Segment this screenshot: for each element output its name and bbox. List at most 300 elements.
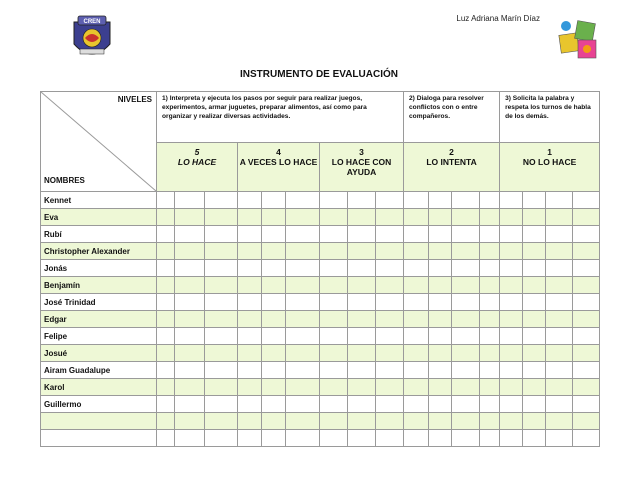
evaluation-cell[interactable]: [286, 260, 320, 277]
evaluation-cell[interactable]: [546, 328, 573, 345]
evaluation-table: [40, 91, 600, 447]
evaluation-cell[interactable]: [348, 311, 376, 328]
evaluation-cell[interactable]: [238, 430, 262, 447]
evaluation-cell[interactable]: [238, 243, 262, 260]
evaluation-cell[interactable]: [404, 277, 429, 294]
evaluation-cell[interactable]: [262, 396, 286, 413]
student-name: Felipe: [41, 328, 157, 345]
evaluation-cell[interactable]: [376, 362, 404, 379]
evaluation-cell[interactable]: [320, 192, 348, 209]
evaluation-cell[interactable]: [238, 362, 262, 379]
evaluation-cell[interactable]: [175, 226, 205, 243]
evaluation-cell[interactable]: [205, 294, 238, 311]
evaluation-cell[interactable]: [573, 243, 600, 260]
evaluation-cell[interactable]: [376, 243, 404, 260]
evaluation-cell[interactable]: [376, 413, 404, 430]
evaluation-cell[interactable]: [546, 311, 573, 328]
evaluation-cell[interactable]: [286, 430, 320, 447]
evaluation-cell[interactable]: [320, 379, 348, 396]
evaluation-cell[interactable]: [320, 430, 348, 447]
evaluation-cell[interactable]: [480, 209, 500, 226]
evaluation-cell[interactable]: [348, 379, 376, 396]
evaluation-cell[interactable]: [262, 430, 286, 447]
evaluation-cell[interactable]: [157, 226, 175, 243]
evaluation-cell[interactable]: [480, 413, 500, 430]
student-name: [41, 413, 157, 430]
evaluation-cell[interactable]: [523, 294, 546, 311]
evaluation-cell[interactable]: [480, 345, 500, 362]
evaluation-cell[interactable]: [348, 413, 376, 430]
evaluation-cell[interactable]: [480, 226, 500, 243]
evaluation-cell[interactable]: [175, 345, 205, 362]
evaluation-cell[interactable]: [546, 379, 573, 396]
evaluation-cell[interactable]: [157, 396, 175, 413]
table-row: [41, 345, 600, 362]
evaluation-cell[interactable]: [286, 226, 320, 243]
table-row: [41, 311, 600, 328]
evaluation-cell[interactable]: [523, 430, 546, 447]
evaluation-cell[interactable]: [157, 192, 175, 209]
evaluation-cell[interactable]: [320, 243, 348, 260]
evaluation-cell[interactable]: [376, 277, 404, 294]
evaluation-cell[interactable]: [452, 209, 480, 226]
evaluation-cell[interactable]: [500, 328, 523, 345]
evaluation-cell[interactable]: [523, 413, 546, 430]
evaluation-cell[interactable]: [205, 396, 238, 413]
evaluation-cell[interactable]: [175, 413, 205, 430]
evaluation-cell[interactable]: [175, 243, 205, 260]
scale-1-label: NO LO HACE: [522, 157, 577, 168]
student-name: Rubí: [41, 226, 157, 243]
evaluation-cell[interactable]: [157, 277, 175, 294]
evaluation-cell[interactable]: [205, 226, 238, 243]
evaluation-cell[interactable]: [500, 209, 523, 226]
evaluation-cell[interactable]: [404, 413, 429, 430]
evaluation-cell[interactable]: [500, 226, 523, 243]
evaluation-cell[interactable]: [205, 430, 238, 447]
evaluation-cell[interactable]: [205, 243, 238, 260]
evaluation-cell[interactable]: [286, 413, 320, 430]
evaluation-cell[interactable]: [404, 294, 429, 311]
author-name: Luz Adriana Marín Díaz: [456, 14, 540, 23]
evaluation-cell[interactable]: [404, 328, 429, 345]
evaluation-cell[interactable]: [404, 226, 429, 243]
evaluation-cell[interactable]: [500, 345, 523, 362]
evaluation-cell[interactable]: [262, 379, 286, 396]
evaluation-cell[interactable]: [175, 362, 205, 379]
evaluation-cell[interactable]: [480, 328, 500, 345]
evaluation-cell[interactable]: [429, 311, 452, 328]
evaluation-cell[interactable]: [404, 362, 429, 379]
evaluation-cell[interactable]: [286, 379, 320, 396]
evaluation-cell[interactable]: [523, 396, 546, 413]
niveles-nombres-cell: [41, 92, 157, 192]
evaluation-cell[interactable]: [157, 379, 175, 396]
evaluation-cell[interactable]: [573, 413, 600, 430]
evaluation-cell[interactable]: [480, 277, 500, 294]
evaluation-cell[interactable]: [404, 345, 429, 362]
evaluation-cell[interactable]: [262, 328, 286, 345]
evaluation-cell[interactable]: [429, 328, 452, 345]
evaluation-cell[interactable]: [175, 260, 205, 277]
evaluation-cell[interactable]: [523, 362, 546, 379]
evaluation-cell[interactable]: [429, 260, 452, 277]
evaluation-cell[interactable]: [523, 260, 546, 277]
evaluation-cell[interactable]: [500, 413, 523, 430]
scale-3-label: LO HACE CON AYUDA: [331, 157, 392, 178]
evaluation-cell[interactable]: [175, 396, 205, 413]
table-row: [41, 192, 600, 209]
evaluation-cell[interactable]: [480, 260, 500, 277]
student-name: Karol: [41, 379, 157, 396]
evaluation-cell[interactable]: [546, 294, 573, 311]
evaluation-cell[interactable]: [262, 345, 286, 362]
evaluation-cell[interactable]: [238, 379, 262, 396]
scale-4: [238, 143, 320, 192]
criteria-header-row: [41, 92, 600, 143]
evaluation-cell[interactable]: [238, 294, 262, 311]
evaluation-cell[interactable]: [523, 209, 546, 226]
evaluation-cell[interactable]: [500, 277, 523, 294]
evaluation-cell[interactable]: [376, 192, 404, 209]
evaluation-cell[interactable]: [500, 260, 523, 277]
evaluation-cell[interactable]: [238, 345, 262, 362]
evaluation-cell[interactable]: [205, 345, 238, 362]
evaluation-cell[interactable]: [262, 260, 286, 277]
student-name: Edgar: [41, 311, 157, 328]
evaluation-cell[interactable]: [452, 345, 480, 362]
evaluation-cell[interactable]: [546, 260, 573, 277]
evaluation-cell[interactable]: [157, 430, 175, 447]
evaluation-cell[interactable]: [452, 328, 480, 345]
evaluation-cell[interactable]: [404, 192, 429, 209]
evaluation-cell[interactable]: [348, 328, 376, 345]
evaluation-cell[interactable]: [286, 345, 320, 362]
evaluation-cell[interactable]: [262, 226, 286, 243]
evaluation-cell[interactable]: [546, 345, 573, 362]
evaluation-cell[interactable]: [573, 379, 600, 396]
school-crest-logo: [70, 14, 114, 64]
evaluation-cell[interactable]: [573, 430, 600, 447]
evaluation-cell[interactable]: [262, 311, 286, 328]
evaluation-cell[interactable]: [348, 294, 376, 311]
evaluation-cell[interactable]: [286, 311, 320, 328]
evaluation-cell[interactable]: [286, 277, 320, 294]
evaluation-cell[interactable]: [205, 328, 238, 345]
evaluation-cell[interactable]: [175, 209, 205, 226]
evaluation-cell[interactable]: [376, 379, 404, 396]
evaluation-cell[interactable]: [286, 243, 320, 260]
evaluation-cell[interactable]: [205, 379, 238, 396]
niveles-label: NIVELES: [117, 95, 152, 104]
evaluation-cell[interactable]: [205, 277, 238, 294]
evaluation-cell[interactable]: [452, 226, 480, 243]
evaluation-cell[interactable]: [429, 226, 452, 243]
evaluation-cell[interactable]: [452, 260, 480, 277]
evaluation-cell[interactable]: [523, 192, 546, 209]
evaluation-cell[interactable]: [320, 294, 348, 311]
evaluation-cell[interactable]: [205, 192, 238, 209]
evaluation-cell[interactable]: [429, 430, 452, 447]
evaluation-cell[interactable]: [348, 192, 376, 209]
evaluation-cell[interactable]: [404, 209, 429, 226]
evaluation-cell[interactable]: [546, 413, 573, 430]
evaluation-cell[interactable]: [238, 277, 262, 294]
evaluation-cell[interactable]: [157, 362, 175, 379]
evaluation-cell[interactable]: [320, 328, 348, 345]
evaluation-cell[interactable]: [157, 294, 175, 311]
evaluation-cell[interactable]: [523, 345, 546, 362]
evaluation-cell[interactable]: [429, 362, 452, 379]
evaluation-cell[interactable]: [348, 396, 376, 413]
evaluation-cell[interactable]: [546, 362, 573, 379]
evaluation-cell[interactable]: [480, 430, 500, 447]
evaluation-cell[interactable]: [238, 192, 262, 209]
evaluation-cell[interactable]: [376, 294, 404, 311]
evaluation-cell[interactable]: [500, 396, 523, 413]
evaluation-cell[interactable]: [238, 311, 262, 328]
evaluation-cell[interactable]: [376, 345, 404, 362]
evaluation-cell[interactable]: [452, 277, 480, 294]
student-name: Benjamín: [41, 277, 157, 294]
evaluation-cell[interactable]: [175, 192, 205, 209]
scale-1: [500, 143, 600, 192]
table-row: [41, 328, 600, 345]
evaluation-cell[interactable]: [205, 209, 238, 226]
evaluation-cell[interactable]: [546, 192, 573, 209]
evaluation-cell[interactable]: [404, 260, 429, 277]
evaluation-cell[interactable]: [376, 226, 404, 243]
evaluation-cell[interactable]: [523, 226, 546, 243]
evaluation-cell[interactable]: [320, 311, 348, 328]
evaluation-cell[interactable]: [286, 362, 320, 379]
evaluation-cell[interactable]: [348, 260, 376, 277]
evaluation-cell[interactable]: [429, 345, 452, 362]
evaluation-cell[interactable]: [175, 311, 205, 328]
page-title: INSTRUMENTO DE EVALUACIÓN: [240, 69, 398, 80]
evaluation-cell[interactable]: [500, 311, 523, 328]
evaluation-cell[interactable]: [546, 277, 573, 294]
evaluation-cell[interactable]: [376, 396, 404, 413]
evaluation-cell[interactable]: [262, 294, 286, 311]
evaluation-cell[interactable]: [286, 328, 320, 345]
scale-2-number: 2: [449, 147, 454, 157]
evaluation-cell[interactable]: [157, 209, 175, 226]
evaluation-cell[interactable]: [573, 260, 600, 277]
evaluation-cell[interactable]: [480, 192, 500, 209]
evaluation-cell[interactable]: [404, 396, 429, 413]
evaluation-cell[interactable]: [238, 413, 262, 430]
evaluation-cell[interactable]: [157, 413, 175, 430]
evaluation-cell[interactable]: [523, 277, 546, 294]
evaluation-cell[interactable]: [404, 430, 429, 447]
evaluation-cell[interactable]: [286, 396, 320, 413]
criterion-1: 1) Interpreta y ejecuta los pasos por seguir para realizar juegos, experimentos, armar juguetes, preparar alimentos, así como para organizar y realizar diversas actividades.: [157, 92, 404, 143]
evaluation-cell[interactable]: [523, 311, 546, 328]
evaluation-cell[interactable]: [320, 277, 348, 294]
evaluation-cell[interactable]: [320, 260, 348, 277]
table-row: [41, 430, 600, 447]
evaluation-cell[interactable]: [500, 294, 523, 311]
scale-3: [320, 143, 404, 192]
evaluation-cell[interactable]: [376, 311, 404, 328]
student-name: Josué: [41, 345, 157, 362]
evaluation-cell[interactable]: [480, 243, 500, 260]
evaluation-cell[interactable]: [376, 328, 404, 345]
evaluation-cell[interactable]: [546, 209, 573, 226]
evaluation-cell[interactable]: [429, 294, 452, 311]
evaluation-cell[interactable]: [546, 396, 573, 413]
evaluation-cell[interactable]: [452, 362, 480, 379]
evaluation-cell[interactable]: [523, 328, 546, 345]
evaluation-cell[interactable]: [429, 209, 452, 226]
table-row: [41, 413, 600, 430]
evaluation-cell[interactable]: [157, 311, 175, 328]
evaluation-cell[interactable]: [175, 277, 205, 294]
evaluation-cell[interactable]: [500, 243, 523, 260]
table-row: [41, 396, 600, 413]
evaluation-cell[interactable]: [573, 209, 600, 226]
evaluation-cell[interactable]: [452, 413, 480, 430]
evaluation-cell[interactable]: [452, 430, 480, 447]
evaluation-cell[interactable]: [452, 396, 480, 413]
evaluation-cell[interactable]: [573, 362, 600, 379]
evaluation-cell[interactable]: [500, 379, 523, 396]
evaluation-cell[interactable]: [157, 328, 175, 345]
evaluation-cell[interactable]: [573, 192, 600, 209]
evaluation-cell[interactable]: [238, 396, 262, 413]
evaluation-cell[interactable]: [205, 311, 238, 328]
evaluation-cell[interactable]: [348, 277, 376, 294]
evaluation-cell[interactable]: [573, 328, 600, 345]
evaluation-cell[interactable]: [262, 243, 286, 260]
evaluation-cell[interactable]: [175, 328, 205, 345]
evaluation-cell[interactable]: [404, 311, 429, 328]
evaluation-cell[interactable]: [348, 430, 376, 447]
evaluation-cell[interactable]: [573, 396, 600, 413]
evaluation-cell[interactable]: [205, 362, 238, 379]
evaluation-cell[interactable]: [175, 430, 205, 447]
evaluation-cell[interactable]: [376, 430, 404, 447]
table-row: [41, 243, 600, 260]
evaluation-cell[interactable]: [205, 260, 238, 277]
scale-5-number: 5: [194, 147, 200, 157]
evaluation-cell[interactable]: [480, 362, 500, 379]
table-row: [41, 260, 600, 277]
evaluation-cell[interactable]: [348, 243, 376, 260]
evaluation-cell[interactable]: [320, 209, 348, 226]
evaluation-cell[interactable]: [429, 277, 452, 294]
evaluation-cell[interactable]: [320, 345, 348, 362]
evaluation-cell[interactable]: [429, 413, 452, 430]
evaluation-cell[interactable]: [523, 379, 546, 396]
student-name: Kennet: [41, 192, 157, 209]
evaluation-cell[interactable]: [546, 243, 573, 260]
evaluation-cell[interactable]: [500, 362, 523, 379]
evaluation-cell[interactable]: [573, 345, 600, 362]
evaluation-cell[interactable]: [157, 345, 175, 362]
evaluation-cell[interactable]: [404, 243, 429, 260]
scale-2: [404, 143, 500, 192]
evaluation-cell[interactable]: [157, 260, 175, 277]
evaluation-cell[interactable]: [286, 294, 320, 311]
evaluation-cell[interactable]: [348, 345, 376, 362]
scale-3-number: 3: [359, 147, 364, 157]
evaluation-cell[interactable]: [480, 311, 500, 328]
evaluation-cell[interactable]: [573, 311, 600, 328]
evaluation-cell[interactable]: [452, 379, 480, 396]
evaluation-cell[interactable]: [238, 260, 262, 277]
evaluation-cell[interactable]: [376, 260, 404, 277]
nombres-label: NOMBRES: [44, 176, 85, 185]
evaluation-cell[interactable]: [573, 277, 600, 294]
evaluation-cell[interactable]: [523, 243, 546, 260]
evaluation-cell[interactable]: [238, 328, 262, 345]
evaluation-cell[interactable]: [376, 209, 404, 226]
evaluation-cell[interactable]: [480, 379, 500, 396]
evaluation-cell[interactable]: [175, 379, 205, 396]
scale-5-label: LO HACE: [177, 157, 217, 168]
evaluation-cell[interactable]: [546, 226, 573, 243]
student-name: Christopher Alexander: [41, 243, 157, 260]
evaluation-cell[interactable]: [286, 192, 320, 209]
student-name: Jonás: [41, 260, 157, 277]
evaluation-cell[interactable]: [500, 430, 523, 447]
evaluation-cell[interactable]: [429, 379, 452, 396]
evaluation-cell[interactable]: [452, 294, 480, 311]
evaluation-cell[interactable]: [320, 362, 348, 379]
table-row: [41, 277, 600, 294]
evaluation-cell[interactable]: [157, 243, 175, 260]
criterion-3: 3) Solicita la palabra y respeta los turnos de habla de los demás.: [500, 92, 600, 143]
table-row: [41, 294, 600, 311]
evaluation-cell[interactable]: [320, 396, 348, 413]
evaluation-cell[interactable]: [429, 243, 452, 260]
evaluation-cell[interactable]: [452, 192, 480, 209]
evaluation-cell[interactable]: [262, 192, 286, 209]
evaluation-cell[interactable]: [262, 362, 286, 379]
evaluation-cell[interactable]: [320, 413, 348, 430]
evaluation-cell[interactable]: [348, 362, 376, 379]
evaluation-cell[interactable]: [262, 277, 286, 294]
evaluation-cell[interactable]: [573, 226, 600, 243]
evaluation-cell[interactable]: [500, 192, 523, 209]
table-row: [41, 209, 600, 226]
evaluation-cell[interactable]: [320, 226, 348, 243]
student-name: Airam Guadalupe: [41, 362, 157, 379]
evaluation-cell[interactable]: [546, 430, 573, 447]
criterion-2: 2) Dialoga para resolver conflictos con o entre compañeros.: [404, 92, 500, 143]
evaluation-cell[interactable]: [480, 294, 500, 311]
evaluation-cell[interactable]: [175, 294, 205, 311]
evaluation-cell[interactable]: [205, 413, 238, 430]
evaluation-cell[interactable]: [348, 226, 376, 243]
evaluation-cell[interactable]: [573, 294, 600, 311]
evaluation-cell[interactable]: [452, 243, 480, 260]
evaluation-cell[interactable]: [262, 413, 286, 430]
evaluation-cell[interactable]: [480, 396, 500, 413]
evaluation-cell[interactable]: [348, 209, 376, 226]
evaluation-cell[interactable]: [238, 209, 262, 226]
evaluation-cell[interactable]: [404, 379, 429, 396]
evaluation-cell[interactable]: [286, 209, 320, 226]
evaluation-cell[interactable]: [429, 192, 452, 209]
scale-5: [157, 143, 238, 192]
evaluation-cell[interactable]: [262, 209, 286, 226]
evaluation-cell[interactable]: [452, 311, 480, 328]
evaluation-cell[interactable]: [429, 396, 452, 413]
evaluation-cell[interactable]: [238, 226, 262, 243]
